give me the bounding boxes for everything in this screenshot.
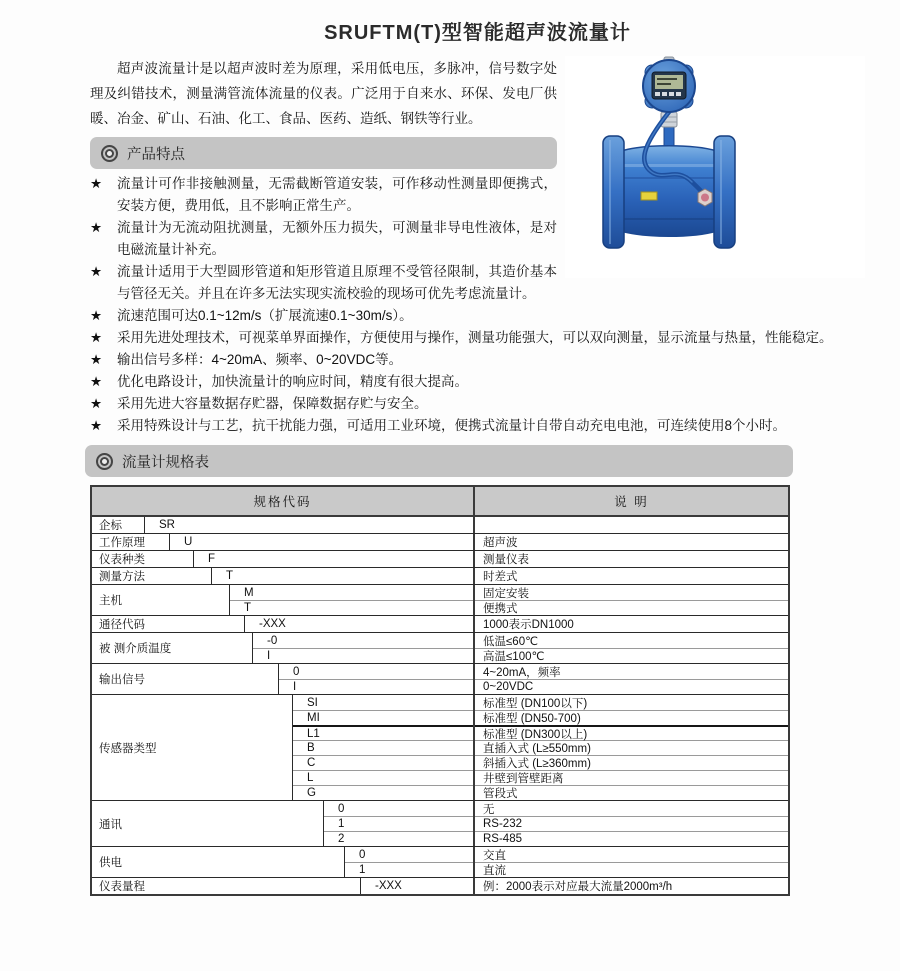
feature-text: 采用特殊设计与工艺，抗干扰能力强，可适用工业环境，便携式流量计自带自动充电电池，可连续使用8个小时。 — [117, 418, 787, 433]
group-label: 通径代码 — [92, 616, 245, 632]
group-label: 主机 — [92, 585, 230, 615]
code-cell: T — [226, 569, 234, 582]
feature-item — [90, 393, 865, 415]
spec-group — [92, 550, 788, 567]
spec-group — [92, 632, 788, 663]
feature-item — [90, 305, 865, 327]
ring-icon — [101, 145, 118, 162]
group-label: 供电 — [92, 847, 345, 877]
group-codes — [212, 568, 475, 584]
code-cell: -0 — [267, 634, 278, 647]
star-icon: ★ — [90, 374, 103, 389]
desc-cell: 测量仪表 — [483, 553, 529, 566]
code-cell: C — [293, 755, 473, 770]
feature-text: 流量计可作非接触测量，无需截断管道安装，可作移动性测量即便携式，安装方便，费用低，且不影响正常生产。 — [117, 176, 557, 213]
feature-text: 流速范围可达0.1~12m/s（扩展流速0.1~30m/s）。 — [117, 308, 413, 323]
display-screen — [655, 75, 683, 89]
feature-item — [90, 371, 865, 393]
group-codes — [293, 695, 475, 800]
features-list — [90, 173, 865, 437]
body-highlight — [623, 164, 715, 167]
feature-item — [90, 349, 865, 371]
desc-cell: 标准型 (DN50-700) — [475, 710, 788, 725]
desc-cell: 高温≤100℃ — [475, 648, 788, 663]
group-codes — [145, 517, 475, 533]
code-cell: G — [293, 785, 473, 800]
feature-item — [90, 261, 865, 305]
col-header-code: 规格代码 — [92, 487, 475, 515]
code-cell: T — [230, 600, 473, 615]
feature-text: 优化电路设计，加快流量计的响应时间，精度有很大提高。 — [117, 374, 468, 389]
code-cell: 2 — [324, 831, 473, 846]
features-section-bar — [90, 137, 557, 169]
group-label: 仪表种类 — [92, 551, 194, 567]
desc-cell: 0~20VDC — [475, 679, 788, 694]
code-cell: -XXX — [259, 617, 286, 630]
code-cell: L — [293, 770, 473, 785]
feature-text: 采用先进处理技术，可视菜单界面操作，方便使用与操作，测量功能强大，可以双向测量，显示流量与热量，性能稳定。 — [117, 330, 833, 345]
code-cell: L1 — [293, 725, 473, 740]
group-label: 工作原理 — [92, 534, 170, 550]
star-icon: ★ — [90, 220, 103, 235]
spec-header: 流量计规格表 — [122, 454, 209, 471]
desc-cell: 1000表示DN1000 — [483, 618, 574, 631]
code-cell: F — [208, 552, 216, 565]
desc-cell: 标准型 (DN100以下) — [483, 697, 588, 710]
desc-cell — [475, 517, 788, 532]
feature-item — [90, 327, 865, 349]
group-codes — [253, 633, 475, 663]
spec-group — [92, 615, 788, 632]
desc-cell: 标准型 (DN300以上) — [475, 725, 788, 740]
star-icon: ★ — [90, 418, 103, 433]
group-descriptions — [475, 551, 788, 567]
star-icon: ★ — [90, 330, 103, 345]
desc-cell: RS-232 — [475, 816, 788, 831]
spec-table — [90, 485, 790, 896]
spec-group — [92, 694, 788, 800]
desc-cell: RS-485 — [475, 831, 788, 846]
code-cell: B — [293, 740, 473, 755]
spec-group — [92, 663, 788, 694]
code-cell: 0 — [359, 848, 366, 861]
desc-cell: 管段式 — [475, 785, 788, 800]
code-cell: 0 — [293, 665, 300, 678]
group-codes — [324, 801, 475, 846]
spec-group — [92, 567, 788, 584]
code-cell: U — [184, 535, 193, 548]
group-codes — [230, 585, 475, 615]
spec-table-header-row — [92, 487, 788, 517]
desc-cell: 井壁到管壁距离 — [475, 770, 788, 785]
group-descriptions — [475, 878, 788, 894]
group-label: 输出信号 — [92, 664, 279, 694]
ring-icon — [96, 453, 113, 470]
group-label: 企标 — [92, 517, 145, 533]
group-codes — [345, 847, 475, 877]
features-header: 产品特点 — [127, 146, 185, 163]
feature-text: 输出信号多样：4~20mA、频率、0~20VDC等。 — [117, 352, 403, 367]
group-codes — [279, 664, 475, 694]
feature-item — [90, 173, 865, 217]
star-icon: ★ — [90, 264, 103, 279]
group-descriptions — [475, 633, 788, 663]
group-codes — [361, 878, 475, 894]
desc-cell: 例：2000表示对应最大流量2000m³/h — [483, 880, 673, 893]
group-descriptions — [475, 517, 788, 533]
star-icon: ★ — [90, 352, 103, 367]
group-descriptions — [475, 847, 788, 877]
desc-cell: 超声波 — [483, 536, 518, 549]
feature-item — [90, 217, 865, 261]
desc-cell: 便携式 — [475, 600, 788, 615]
spec-group — [92, 800, 788, 846]
code-cell: I — [279, 679, 473, 694]
feature-text: 流量计适用于大型圆形管道和矩形管道且原理不受管径限制，其造价基本与管径无关。并且在许多无法实现实流校验的现场可优先考虑流量计。 — [117, 264, 557, 301]
desc-cell: 斜插入式 (L≥360mm) — [475, 755, 788, 770]
desc-cell: 时差式 — [483, 570, 518, 583]
group-descriptions — [475, 801, 788, 846]
code-cell: I — [253, 648, 473, 663]
desc-cell: 直插入式 (L≥550mm) — [475, 740, 788, 755]
desc-cell: 低温≤60℃ — [483, 635, 539, 648]
desc-cell: 无 — [483, 803, 495, 816]
page-title: SRUFTM(T)型智能超声波流量计 — [324, 22, 631, 44]
group-label: 被 测介质温度 — [92, 633, 253, 663]
group-codes — [194, 551, 475, 567]
feature-text: 流量计为无流动阻扰测量，无额外压力损失，可测量非导电性液体，是对电磁流量计补充。 — [117, 220, 557, 257]
feature-text: 采用先进大容量数据存贮器，保障数据存贮与安全。 — [117, 396, 428, 411]
col-header-desc: 说 明 — [614, 495, 649, 509]
code-cell: M — [244, 586, 254, 599]
group-codes — [245, 616, 475, 632]
code-cell: -XXX — [375, 879, 402, 892]
desc-cell: 4~20mA，频率 — [483, 666, 561, 679]
star-icon: ★ — [90, 396, 103, 411]
group-descriptions — [475, 568, 788, 584]
feature-item — [90, 415, 865, 437]
desc-cell: 固定安装 — [483, 587, 529, 600]
group-label: 传感器类型 — [92, 695, 293, 800]
group-descriptions — [475, 616, 788, 632]
spec-section-bar — [85, 445, 793, 477]
group-descriptions — [475, 585, 788, 615]
star-icon: ★ — [90, 308, 103, 323]
spec-group — [92, 584, 788, 615]
group-codes — [170, 534, 475, 550]
desc-cell: 直流 — [475, 862, 788, 877]
code-cell: SR — [159, 518, 175, 531]
spec-group — [92, 846, 788, 877]
code-cell: 0 — [338, 802, 345, 815]
group-descriptions — [475, 695, 788, 800]
group-label: 仪表量程 — [92, 878, 361, 894]
intro-paragraph: 超声波流量计是以超声波时差为原理，采用低电压，多脉冲，信号数字处理及纠错技术，测量满管流体流量的仪表。广泛用于自来水、环保、发电厂供暖、冶金、矿山、石油、化工、食品、医药、造纸、钢铁等行业。 — [90, 61, 557, 126]
group-descriptions — [475, 534, 788, 550]
spec-table-body — [92, 517, 788, 894]
code-cell: 1 — [324, 816, 473, 831]
desc-cell: 交直 — [483, 849, 506, 862]
code-cell: MI — [293, 710, 473, 725]
group-label: 通讯 — [92, 801, 324, 846]
code-cell: SI — [307, 696, 318, 709]
spec-group — [92, 517, 788, 533]
star-icon: ★ — [90, 176, 103, 191]
group-label: 测量方法 — [92, 568, 212, 584]
code-cell: 1 — [345, 862, 473, 877]
spec-group — [92, 533, 788, 550]
group-descriptions — [475, 664, 788, 694]
spec-group — [92, 877, 788, 894]
